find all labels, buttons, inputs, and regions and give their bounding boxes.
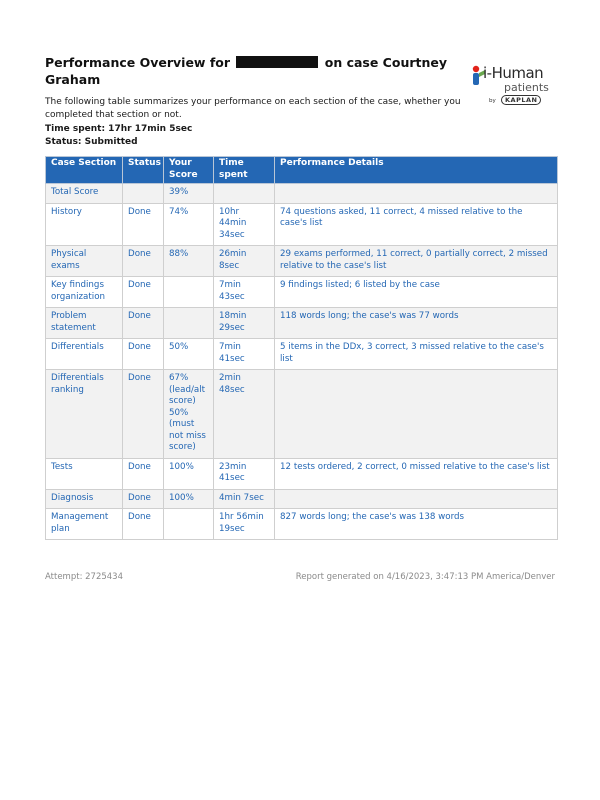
cell-status: Done [123, 277, 164, 308]
table-row [46, 509, 558, 540]
cell-score [164, 308, 214, 339]
cell-status: Done [123, 339, 164, 370]
cell-section: Diagnosis [46, 489, 123, 509]
summary-text: The following table summarizes your performance on each section of the case, whether you completed that section or not. [45, 97, 461, 120]
cell-status: Done [123, 489, 164, 509]
cell-status: Done [123, 370, 164, 459]
table-row [46, 370, 558, 459]
cell-time: 1hr 56min 19sec [214, 509, 275, 540]
cell-section: Problem statement [46, 308, 123, 339]
table-row [46, 246, 558, 277]
cell-section: Total Score [46, 184, 123, 204]
redacted-name-block [236, 56, 318, 68]
col-header-details: Performance Details [275, 157, 558, 184]
title-prefix: Performance Overview for [45, 55, 231, 70]
attempt-id-text: Attempt: 2725434 [45, 572, 123, 582]
cell-status: Done [123, 203, 164, 246]
logo-wordmark [483, 64, 543, 82]
cell-section: Differentials [46, 339, 123, 370]
cell-time: 7min 43sec [214, 277, 275, 308]
cell-status [123, 184, 164, 204]
time-spent-text: Time spent: 17hr 17min 5sec [45, 124, 193, 134]
cell-time: 7min 41sec [214, 339, 275, 370]
cell-score: 100% [164, 489, 214, 509]
cell-time: 4min 7sec [214, 489, 275, 509]
cell-details: 74 questions asked, 11 correct, 4 missed relative to the case's list [275, 203, 558, 246]
logo-i-text: i [483, 64, 487, 82]
cell-details [275, 370, 558, 459]
cell-section: Management plan [46, 509, 123, 540]
cell-score: 74% [164, 203, 214, 246]
cell-details: 118 words long; the case's was 77 words [275, 308, 558, 339]
cell-section: Tests [46, 458, 123, 489]
table-row [46, 489, 558, 509]
table-row [46, 339, 558, 370]
logo-dash-text: - [486, 64, 492, 82]
i-human-patients-logo [468, 62, 558, 110]
cell-status: Done [123, 509, 164, 540]
performance-table [45, 156, 558, 540]
cell-details [275, 184, 558, 204]
table-row [46, 203, 558, 246]
cell-details: 29 exams performed, 11 correct, 0 partially correct, 2 missed relative to the case's list [275, 246, 558, 277]
cell-score: 100% [164, 458, 214, 489]
table-row [46, 184, 558, 204]
cell-details: 12 tests ordered, 2 correct, 0 missed relative to the case's list [275, 458, 558, 489]
cell-time: 18min 29sec [214, 308, 275, 339]
status-text: Status: Submitted [45, 136, 138, 147]
col-header-status: Status [123, 157, 164, 184]
col-header-score: Your Score [164, 157, 214, 184]
attempt-meta [45, 123, 192, 148]
cell-time: 2min 48sec [214, 370, 275, 459]
cell-score: 50% [164, 339, 214, 370]
cell-section: Differentials ranking [46, 370, 123, 459]
col-header-time: Time spent [214, 157, 275, 184]
cell-score [164, 277, 214, 308]
cell-time: 26min 8sec [214, 246, 275, 277]
cell-section: Key findings organization [46, 277, 123, 308]
cell-score [164, 509, 214, 540]
cell-score: 88% [164, 246, 214, 277]
cell-time: 10hr 44min 34sec [214, 203, 275, 246]
cell-time: 23min 41sec [214, 458, 275, 489]
cell-details [275, 489, 558, 509]
cell-status: Done [123, 308, 164, 339]
col-header-section: Case Section [46, 157, 123, 184]
table-row [46, 277, 558, 308]
cell-section: History [46, 203, 123, 246]
table-row [46, 308, 558, 339]
cell-details: 827 words long; the case's was 138 words [275, 509, 558, 540]
logo-by-text: by [489, 98, 496, 104]
page-title [45, 54, 455, 88]
cell-score: 39% [164, 184, 214, 204]
cell-time [214, 184, 275, 204]
report-header [45, 54, 455, 88]
cell-details: 5 items in the DDx, 3 correct, 3 missed relative to the case's list [275, 339, 558, 370]
table-row [46, 458, 558, 489]
report-generated-text: Report generated on 4/16/2023, 3:47:13 PM America/Denver [295, 572, 555, 582]
cell-section: Physical exams [46, 246, 123, 277]
cell-status: Done [123, 458, 164, 489]
cell-details: 9 findings listed; 6 listed by the case [275, 277, 558, 308]
title-suffix: on case Courtney Graham [45, 55, 448, 87]
table-header-row [46, 157, 558, 184]
cell-score: 67% (lead/alt score) 50% (must not miss score) [164, 370, 214, 459]
logo-patients-text: patients [504, 81, 549, 94]
kaplan-logo-text: KAPLAN [501, 95, 541, 105]
logo-human-text: Human [491, 64, 544, 82]
cell-status: Done [123, 246, 164, 277]
